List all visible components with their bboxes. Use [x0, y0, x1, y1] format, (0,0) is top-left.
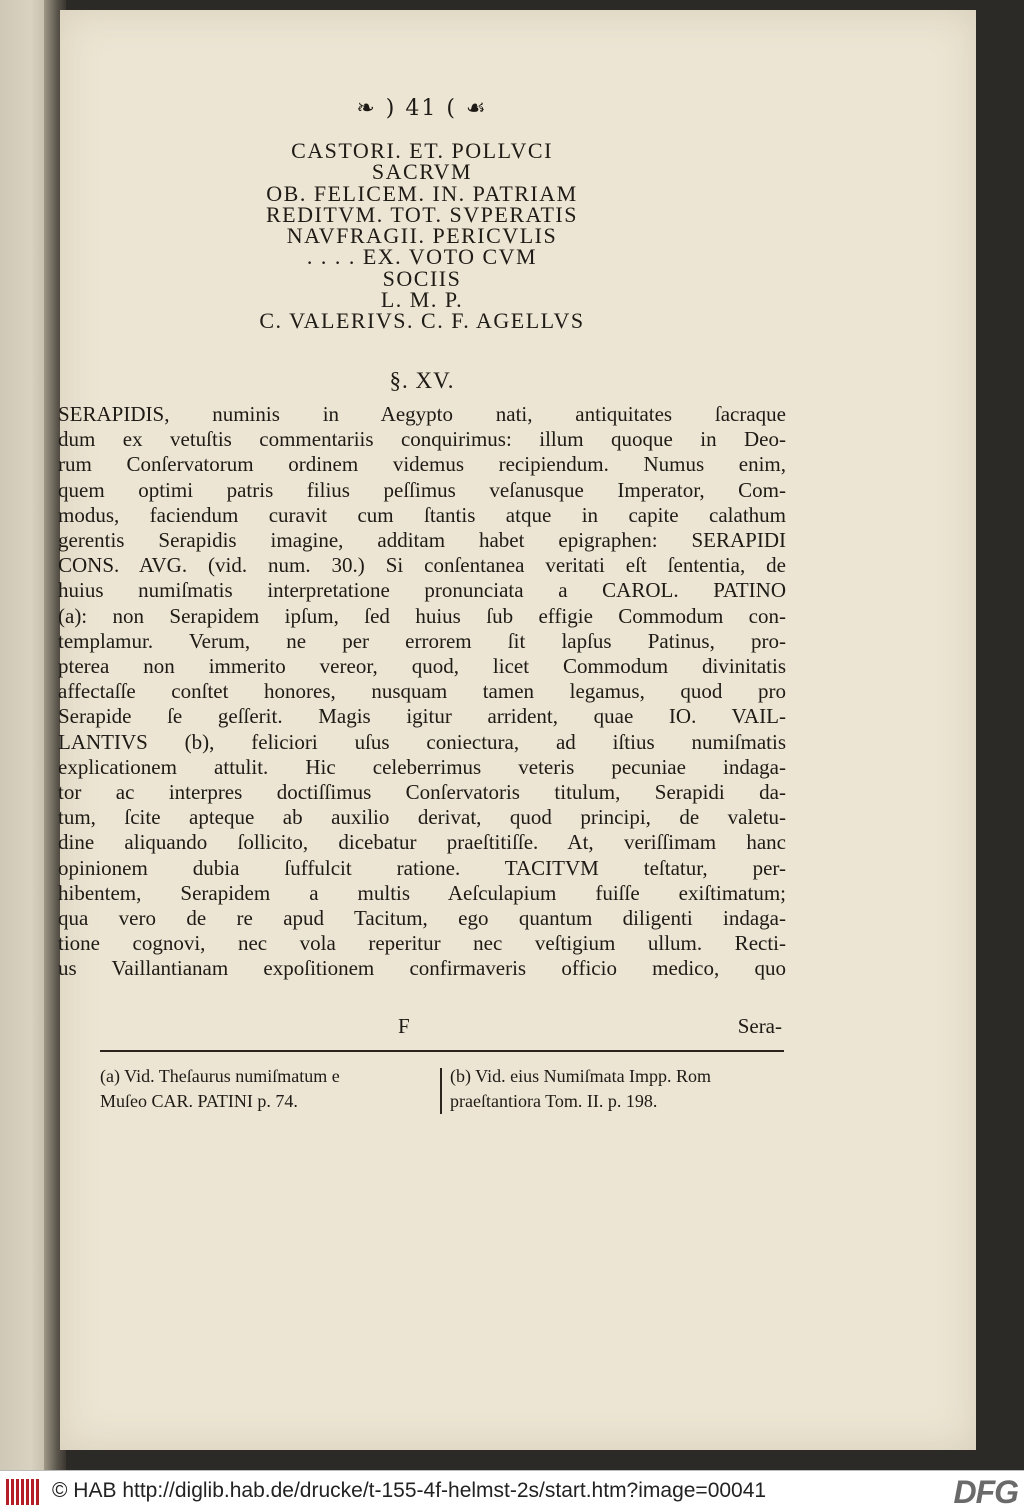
- inscription-line: . . . . EX. VOTO CVM: [306, 244, 538, 270]
- footnote-line: praeſtantiora Tom. II. p. 198.: [450, 1091, 658, 1111]
- body-line: tione cognovi, nec vola reperitur nec veſtigium ullum. Recti-: [58, 931, 786, 956]
- running-head-page-number: ❧ ) 41 ( ☙: [356, 96, 488, 121]
- attribution-link[interactable]: © HAB http://diglib.hab.de/drucke/t-155-4f-helmst-2s/start.htm?image=00041: [52, 1479, 767, 1502]
- inscription-line: L. M. P.: [380, 287, 464, 313]
- body-line: huius numiſmatis interpretatione pronunciata a CAROL. PATINO: [58, 578, 786, 603]
- body-line: pterea non immerito vereor, quod, licet Commodum divinitatis: [58, 654, 786, 679]
- body-line: modus, faciendum curavit cum ſtantis atque in capite calathum: [58, 502, 786, 527]
- footnote-a: [100, 1064, 440, 1114]
- body-line: CONS. AVG. (vid. num. 30.) Si conſentanea veritati eſt ſententia, de: [58, 553, 786, 578]
- body-line: us Vaillantianam expoſitionem confirmaveris officio medico, quo: [58, 956, 786, 981]
- body-line: opinionem dubia ſuffulcit ratione. TACITVM teſtatur, per-: [58, 855, 786, 880]
- inscription-line: NAVFRAGII. PERICVLIS: [286, 223, 558, 249]
- body-line: dine aliquando ſollicito, dicebatur praeſtitiſſe. At, veriſſimam hanc: [58, 830, 786, 855]
- body-line: tor ac interpres doctiſſimus Conſervatoris titulum, Serapidi da-: [58, 780, 786, 805]
- footnote-line: (a) Vid. Theſaurus numiſmatum e: [100, 1066, 340, 1086]
- body-line: Serapide ſe geſſerit. Magis igitur arrident, quae IO. VAIL-: [58, 704, 786, 729]
- latin-inscription: [60, 140, 784, 332]
- inscription-line: SOCIIS: [382, 265, 462, 291]
- body-line: quem optimi patris filius peſſimus veſanusque Imperator, Com-: [58, 477, 786, 502]
- body-line: qua vero de re apud Tacitum, ego quantum diligenti indaga-: [58, 906, 786, 931]
- catchword: Sera-: [737, 1014, 782, 1038]
- inscription-line: SACRVM: [371, 159, 473, 185]
- library-barcode-icon: [6, 1479, 42, 1505]
- signature-mark: F: [398, 1014, 410, 1038]
- body-line: rum Conſervatorum ordinem videmus recipiendum. Numus enim,: [58, 452, 786, 477]
- body-line: templamur. Verum, ne per errorem ſit lapſus Patinus, pro-: [58, 628, 786, 653]
- viewer-footer: [0, 1470, 1024, 1512]
- body-line: (a): non Serapidem ipſum, ſed huius ſub effigie Commodum con-: [58, 603, 786, 628]
- inscription-line: REDITVM. TOT. SVPERATIS: [266, 201, 578, 227]
- body-line: tum, ſcite apteque ab auxilio derivat, quod principi, de valetu-: [58, 805, 786, 830]
- dfg-logo: DFG: [953, 1474, 1018, 1510]
- footnote-divider: [440, 1068, 442, 1114]
- footnote-line: (b) Vid. eius Numiſmata Impp. Rom: [450, 1066, 712, 1086]
- footnote-rule: [100, 1050, 784, 1052]
- body-paragraph: [58, 402, 786, 982]
- inscription-line: OB. FELICEM. IN. PATRIAM: [266, 180, 578, 206]
- body-line: explicationem attulit. Hic celeberrimus veteris pecuniae indaga-: [58, 754, 786, 779]
- body-line: hibentem, Serapidem a multis Aeſculapium fuiſſe exiſtimatum;: [58, 880, 786, 905]
- inscription-line: C. VALERIVS. C. F. AGELLVS: [259, 308, 585, 334]
- footnote-line: Muſeo CAR. PATINI p. 74.: [100, 1091, 298, 1111]
- footnote-b: [450, 1064, 790, 1114]
- body-line: gerentis Serapidis imagine, additam habet epigraphen: SERAPIDI: [58, 528, 786, 553]
- body-line: affectaſſe conſtet honores, nusquam tamen legamus, quod pro: [58, 679, 786, 704]
- body-line: dum ex vetuſtis commentariis conquirimus: illum quoque in Deo-: [58, 427, 786, 452]
- section-heading: §. XV.: [389, 368, 455, 393]
- inscription-line: CASTORI. ET. POLLVCI: [291, 138, 553, 163]
- body-line: LANTIVS (b), feliciori uſus coniectura, ad iſtius numiſmatis: [58, 729, 786, 754]
- body-line: SERAPIDIS, numinis in Aegypto nati, antiquitates ſacraque: [58, 402, 786, 426]
